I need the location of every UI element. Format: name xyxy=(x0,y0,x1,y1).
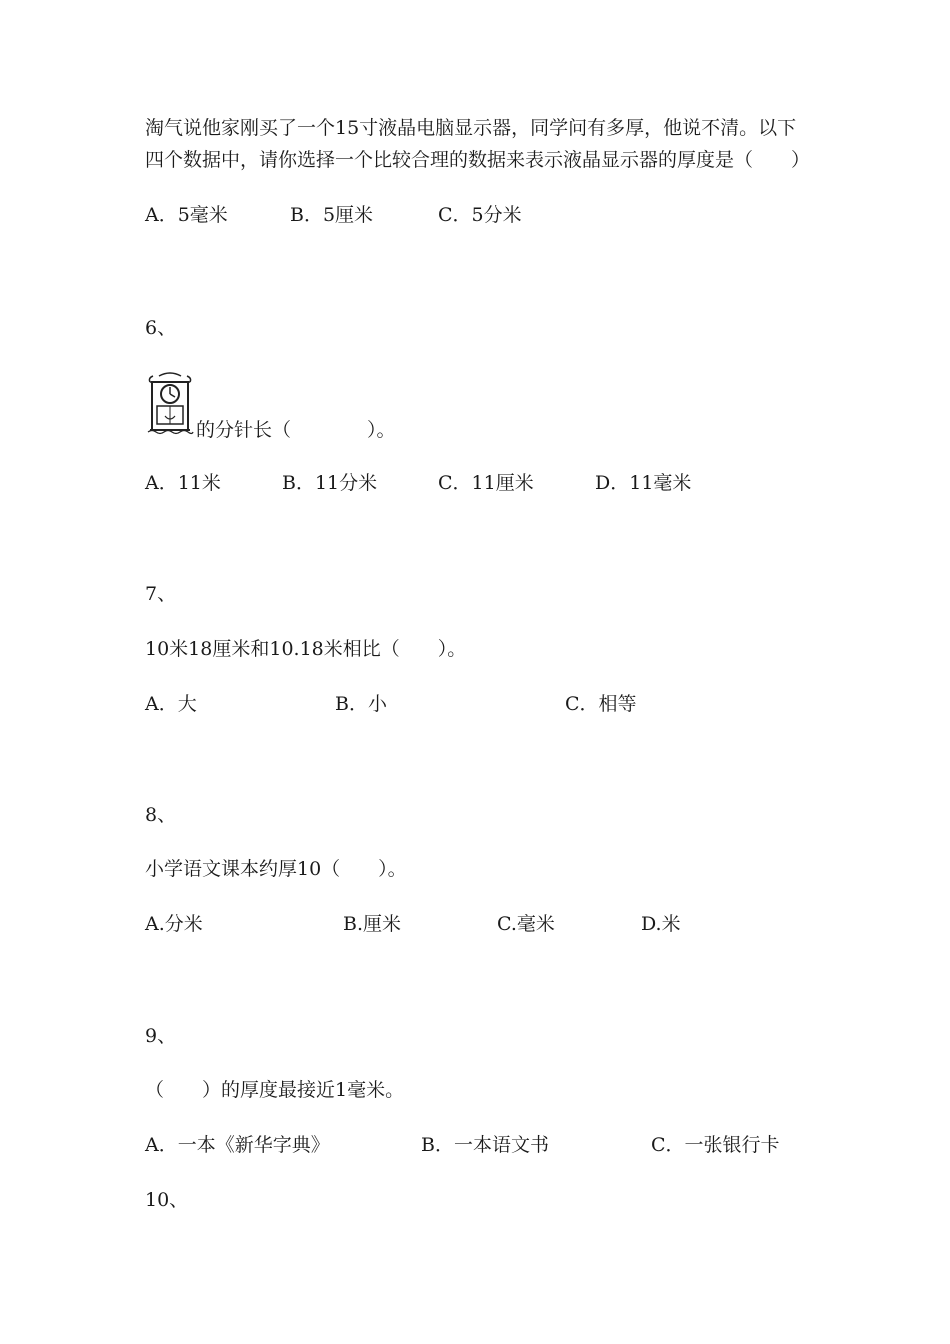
q10-number: 10、 xyxy=(145,1189,189,1211)
q6-number: 6、 xyxy=(145,317,177,339)
q9-option-a: A．一本《新华字典》 xyxy=(145,1134,330,1156)
q5-stem-line-1: 淘气说他家刚买了一个15寸液晶电脑显示器，同学问有多厚，他说不清。以下 xyxy=(145,117,797,139)
q6-option-c: C．11厘米 xyxy=(438,472,534,494)
q5-stem-line-2: 四个数据中，请你选择一个比较合理的数据来表示液晶显示器的厚度是（ ） xyxy=(145,149,811,171)
q5-option-b: B．5厘米 xyxy=(290,204,374,226)
q8-option-d: D.米 xyxy=(641,913,681,935)
q7-option-c: C．相等 xyxy=(565,693,637,715)
q9-stem: （ ）的厚度最接近1毫米。 xyxy=(145,1079,405,1101)
q9-option-c: C．一张银行卡 xyxy=(651,1134,780,1156)
q6-stem: 的分针长（ ）。 xyxy=(196,419,396,441)
q6-option-a: A．11米 xyxy=(145,472,221,494)
clock-icon xyxy=(145,372,195,436)
q5-option-a: A．5毫米 xyxy=(145,204,228,226)
q5-option-c: C．5分米 xyxy=(438,204,522,226)
q8-option-a: A.分米 xyxy=(145,913,203,935)
q7-option-a: A．大 xyxy=(145,693,197,715)
q7-option-b: B．小 xyxy=(335,693,387,715)
q9-option-b: B．一本语文书 xyxy=(421,1134,549,1156)
q8-option-c: C.毫米 xyxy=(497,913,555,935)
q8-stem: 小学语文课本约厚10（ ）。 xyxy=(145,858,407,880)
q6-option-b: B．11分米 xyxy=(282,472,378,494)
q9-number: 9、 xyxy=(145,1025,177,1047)
q8-option-b: B.厘米 xyxy=(343,913,402,935)
q8-number: 8、 xyxy=(145,804,177,826)
q6-option-d: D．11毫米 xyxy=(595,472,692,494)
q7-number: 7、 xyxy=(145,583,177,605)
q7-stem: 10米18厘米和10.18米相比（ ）。 xyxy=(145,638,467,660)
